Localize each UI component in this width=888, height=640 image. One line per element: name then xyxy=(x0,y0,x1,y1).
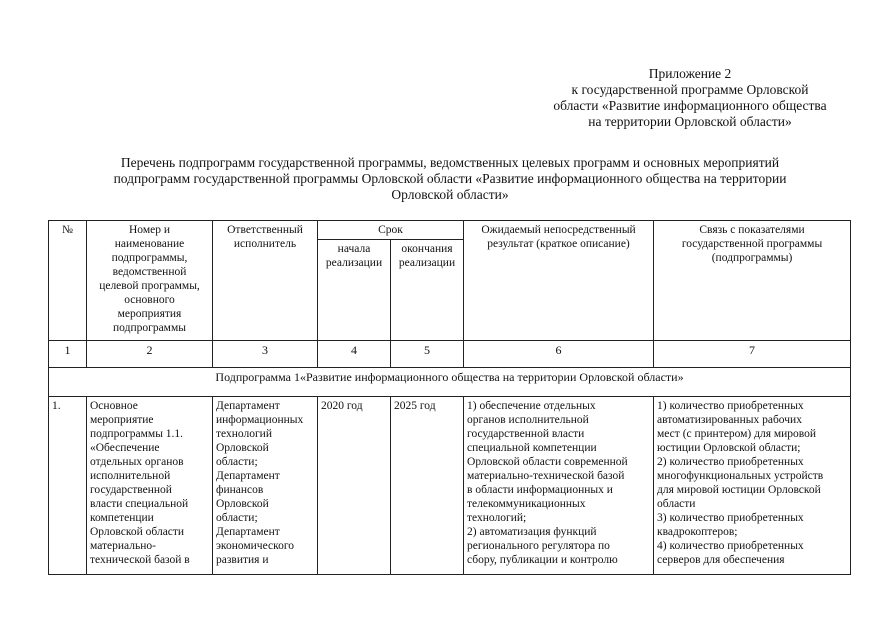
document-title xyxy=(40,155,860,203)
row-num: 1. xyxy=(49,397,87,575)
appendix-note xyxy=(520,66,860,130)
header-result: Ожидаемый непосредственный результат (краткое описание) xyxy=(464,221,654,341)
column-number: 3 xyxy=(213,341,318,368)
appendix-line: области «Развитие информационного общества xyxy=(553,98,827,113)
column-number: 5 xyxy=(391,341,464,368)
header-num: № xyxy=(49,221,87,341)
subprogram-title: Подпрограмма 1«Развитие информационного общества на территории Орловской области» xyxy=(49,368,851,397)
header-link: Связь с показателями государственной программы (подпрограммы) xyxy=(654,221,851,341)
header-row xyxy=(49,221,851,240)
title-line: Орловской области» xyxy=(391,187,509,202)
table-row xyxy=(49,397,851,575)
column-number: 6 xyxy=(464,341,654,368)
row-name: Основное мероприятие подпрограммы 1.1. «Обеспечение отдельных органов исполнительной государственной власти специальной компетенции Орловской области материально- технической базой в xyxy=(87,397,213,575)
row-executor: Департамент информационных технологий Орловской области; Департамент финансов Орловской области; Департамент экономического развития и xyxy=(213,397,318,575)
row-start: 2020 год xyxy=(318,397,391,575)
column-number: 1 xyxy=(49,341,87,368)
subprogram-row xyxy=(49,368,851,397)
row-result: 1) обеспечение отдельных органов исполнительной государственной власти специальной компетенции Орловской области современной материально-технической базой в области информационных и телекоммуникационных технологий; 2) автоматизация функций регионального регулятора по сбору, публикации и контролю xyxy=(464,397,654,575)
header-executor: Ответственный исполнитель xyxy=(213,221,318,341)
header-name: Номер и наименование подпрограммы, ведомственной целевой программы, основного мероприятия подпрограммы xyxy=(87,221,213,341)
column-numbers-row xyxy=(49,341,851,368)
subprograms-table xyxy=(48,220,851,575)
appendix-line: Приложение 2 xyxy=(648,66,732,81)
title-line: Перечень подпрограмм государственной программы, ведомственных целевых программ и основных мероприятий xyxy=(120,155,780,170)
row-link: 1) количество приобретенных автоматизированных рабочих мест (с принтером) для мировой юстиции Орловской области; 2) количество приобретенных многофункциональных устройств для мировой юстиции Орловской области 3) количество приобретенных квадрокоптеров; 4) количество приобретенных серверов для обеспечения xyxy=(654,397,851,575)
header-end: окончания реализации xyxy=(391,240,464,341)
column-number: 2 xyxy=(87,341,213,368)
column-number: 7 xyxy=(654,341,851,368)
row-end: 2025 год xyxy=(391,397,464,575)
header-start: начала реализации xyxy=(318,240,391,341)
appendix-line: к государственной программе Орловской xyxy=(571,82,809,97)
column-number: 4 xyxy=(318,341,391,368)
appendix-line: на территории Орловской области» xyxy=(588,114,792,129)
title-line: подпрограмм государственной программы Орловской области «Развитие информационного общества на территории xyxy=(113,171,787,186)
header-term: Срок xyxy=(318,221,464,240)
